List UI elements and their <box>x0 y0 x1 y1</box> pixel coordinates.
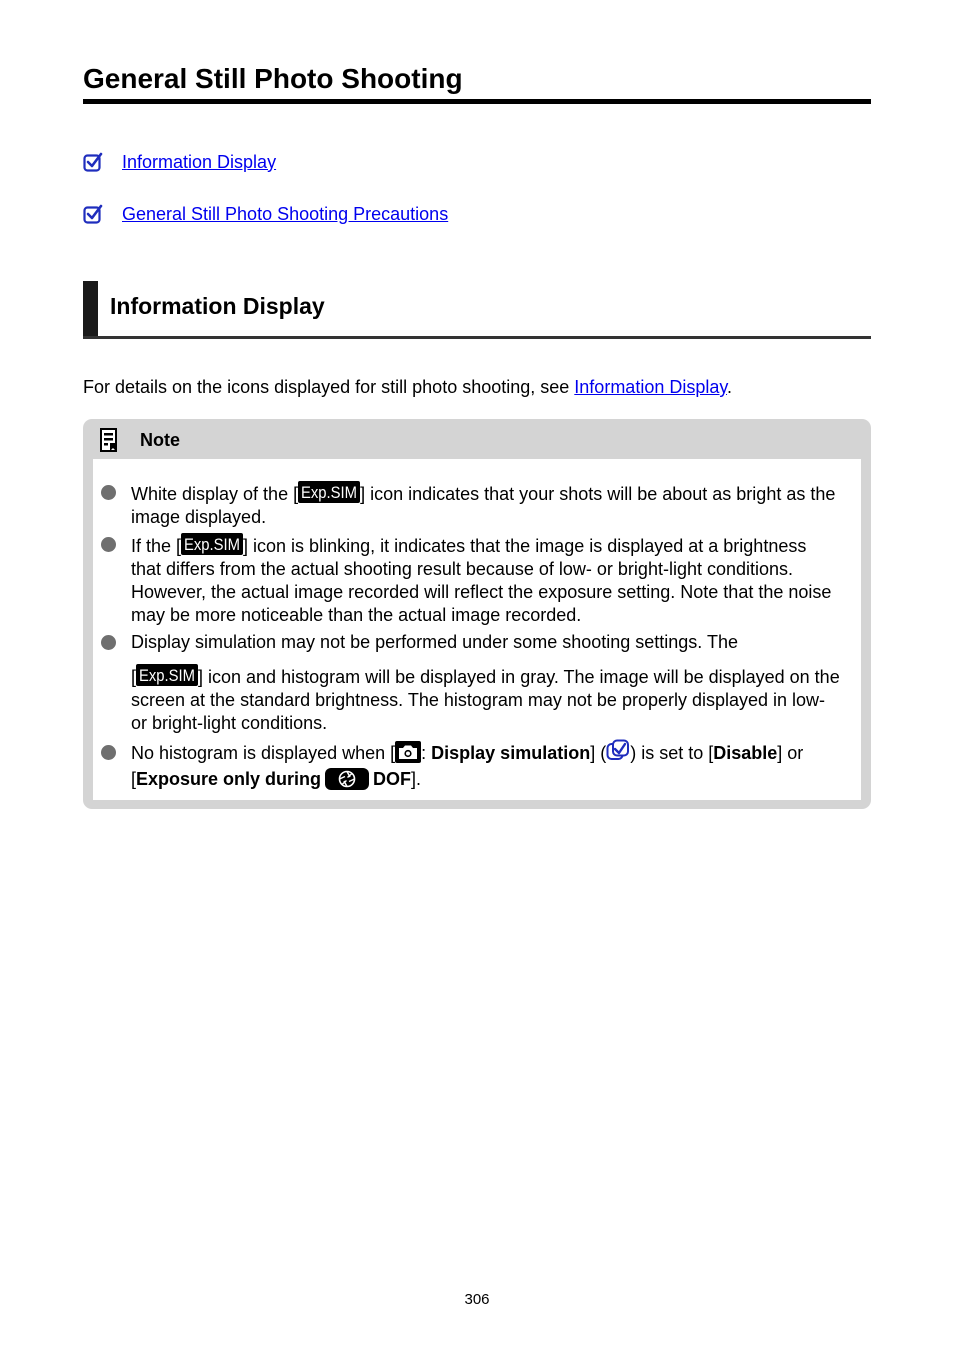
section-divider <box>83 336 871 339</box>
checkbox-arrow-icon <box>83 152 103 172</box>
display-sim-menu-icon <box>606 739 630 763</box>
exp-sim-label: Exp.SIM <box>139 666 196 685</box>
toc-item-precautions[interactable] <box>83 201 448 227</box>
note-item-3-line1: Display simulation may not be performed under some shooting settings. The <box>131 632 738 652</box>
bullet-dot-icon <box>101 537 116 552</box>
setting-display-simulation: Display simulation <box>431 743 591 763</box>
camera-icon <box>395 741 421 763</box>
exp-sim-icon <box>181 533 243 555</box>
note-body <box>93 459 861 800</box>
note-memo-icon <box>99 428 119 452</box>
exp-sim-icon <box>136 664 198 686</box>
exp-sim-icon <box>298 481 360 503</box>
note-item-1 <box>93 481 861 529</box>
exp-sim-label: Exp.SIM <box>301 483 358 502</box>
note-item-4-text-2: : <box>421 743 432 763</box>
note-item-4-text-6: ]. <box>411 769 422 789</box>
section-title: Information Display <box>110 293 325 319</box>
bullet-dot-icon <box>101 745 116 760</box>
note-item-4-text-5: ] or [ <box>131 743 804 789</box>
bullet-dot-icon <box>101 635 116 650</box>
note-item-2 <box>93 533 861 627</box>
intro-link-information-display[interactable]: Information Display <box>574 377 728 397</box>
toc-link-precautions[interactable]: General Still Photo Shooting Precautions <box>122 203 449 224</box>
note-item-1-text-end: ] icon indicates that your shots will be about as bright as the image displayed. <box>131 484 836 527</box>
intro-end: . <box>727 377 733 397</box>
title-divider <box>83 99 871 104</box>
note-item-4-text-1: No histogram is displayed when [ <box>131 743 396 763</box>
note-item-4-text-4: ) is set to [ <box>630 743 714 763</box>
note-item-3 <box>93 631 861 735</box>
aperture-dof-icon <box>325 768 369 790</box>
note-list <box>93 481 861 796</box>
bullet-dot-icon <box>101 485 116 500</box>
checkbox-arrow-icon <box>83 204 103 224</box>
intro-text: For details on the icons displayed for still photo shooting, see <box>83 377 575 397</box>
option-dof: DOF <box>373 769 412 789</box>
note-item-1-text-start: White display of the [ <box>131 484 299 504</box>
toc-item-information-display[interactable] <box>83 149 276 175</box>
note-item-4-text-3: ] ( <box>590 743 607 763</box>
note-label: Note <box>140 429 180 450</box>
note-item-3-text-end: ] icon and histogram will be displayed in gray. The image will be displayed on the screen at the standard brightness. The histogram may not be properly displayed in low- or bright-light conditions. <box>131 667 840 733</box>
exp-sim-label: Exp.SIM <box>184 535 241 554</box>
intro-paragraph <box>83 375 732 399</box>
option-disable: Disable <box>713 743 778 763</box>
note-item-2-text-start: If the [ <box>131 536 182 556</box>
note-header <box>99 427 180 453</box>
note-box <box>83 419 871 809</box>
option-exposure-only-during: Exposure only during <box>136 769 322 789</box>
section-header <box>83 281 871 337</box>
page-title: General Still Photo Shooting <box>83 63 463 94</box>
toc-link-information-display[interactable]: Information Display <box>122 151 277 172</box>
note-item-4 <box>93 739 861 792</box>
note-item-3-text-start: [ <box>131 667 137 687</box>
note-item-2-text-end: ] icon is blinking, it indicates that the image is displayed at a brightness that differs from the actual shooting result because of low- or bright-light conditions. However, the actual image recorded will reflect the exposure setting. Note that the noise may be more noticeable than the actual image recorded. <box>131 536 832 625</box>
section-bar <box>83 281 98 337</box>
page-number: 306 <box>464 1291 490 1308</box>
